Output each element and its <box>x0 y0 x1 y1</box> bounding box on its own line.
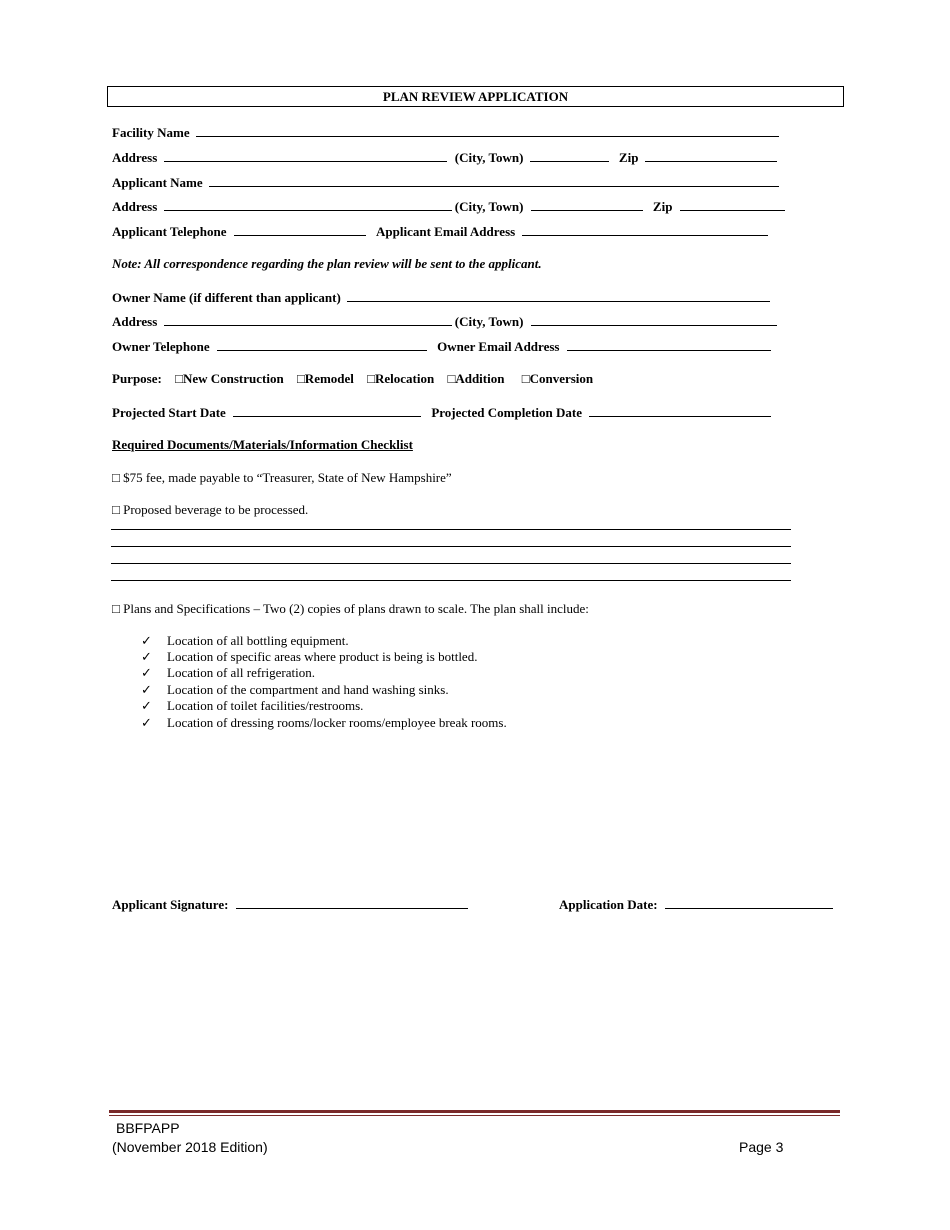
owner-name-label: Owner Name (if different than applicant) <box>112 290 341 305</box>
owner-contact-row <box>112 338 771 355</box>
projected-start-field[interactable] <box>233 404 421 417</box>
footer-rule <box>109 1110 840 1113</box>
application-date-row <box>559 896 833 913</box>
applicant-address-field[interactable] <box>164 198 452 211</box>
address-label: Address <box>112 150 158 165</box>
applicant-telephone-field[interactable] <box>234 223 366 236</box>
city-town-label: (City, Town) <box>454 314 524 329</box>
plan-item-text: Location of all bottling equipment. <box>167 633 349 648</box>
beverage-line-1[interactable] <box>111 529 791 530</box>
purpose-option-conversion[interactable]: □Conversion <box>521 371 594 386</box>
checklist-beverage[interactable]: □ Proposed beverage to be processed. <box>112 502 309 517</box>
address-label: Address <box>112 199 158 214</box>
facility-address-row <box>112 149 777 166</box>
facility-city-field[interactable] <box>530 149 609 162</box>
applicant-address-row <box>112 198 785 215</box>
applicant-telephone-label: Applicant Telephone <box>112 224 227 239</box>
owner-email-label: Owner Email Address <box>437 339 560 354</box>
plan-item-text: Location of dressing rooms/locker rooms/employee break rooms. <box>167 715 507 730</box>
city-town-label: (City, Town) <box>454 199 524 214</box>
owner-name-field[interactable] <box>347 289 770 302</box>
application-date-field[interactable] <box>665 896 833 909</box>
owner-email-field[interactable] <box>567 338 771 351</box>
owner-name-row <box>112 289 770 306</box>
owner-telephone-label: Owner Telephone <box>112 339 210 354</box>
owner-address-row <box>112 313 777 330</box>
facility-address-field[interactable] <box>164 149 447 162</box>
footer-page-number: Page 3 <box>739 1139 784 1155</box>
projected-start-label: Projected Start Date <box>112 405 226 420</box>
applicant-email-label: Applicant Email Address <box>376 224 516 239</box>
purpose-label: Purpose: <box>112 371 162 386</box>
plan-item <box>141 682 449 698</box>
owner-telephone-field[interactable] <box>217 338 427 351</box>
facility-zip-field[interactable] <box>645 149 777 162</box>
applicant-name-row <box>112 174 779 191</box>
title-box <box>107 86 844 107</box>
plan-item <box>141 715 507 731</box>
footer-form-code: BBFPAPP <box>116 1120 180 1136</box>
applicant-signature-label: Applicant Signature: <box>112 897 229 912</box>
applicant-signature-field[interactable] <box>236 896 468 909</box>
applicant-signature-row <box>112 896 468 913</box>
applicant-name-label: Applicant Name <box>112 175 203 190</box>
checklist-plans[interactable]: □ Plans and Specifications – Two (2) copies of plans drawn to scale. The plan shall include: <box>112 601 589 616</box>
checkmark-icon: ✓ <box>141 698 152 713</box>
purpose-row <box>112 371 593 387</box>
plan-item <box>141 649 477 665</box>
facility-name-row <box>112 124 779 141</box>
checkmark-icon: ✓ <box>141 682 152 697</box>
purpose-option-remodel[interactable]: □Remodel <box>296 371 354 386</box>
projected-completion-field[interactable] <box>589 404 771 417</box>
owner-city-field[interactable] <box>531 313 777 326</box>
plan-item <box>141 633 349 649</box>
projected-completion-label: Projected Completion Date <box>431 405 582 420</box>
address-label: Address <box>112 314 158 329</box>
applicant-contact-row <box>112 223 768 240</box>
plan-item-text: Location of the compartment and hand washing sinks. <box>167 682 449 697</box>
beverage-line-3[interactable] <box>111 563 791 564</box>
application-date-label: Application Date: <box>559 897 658 912</box>
city-town-label: (City, Town) <box>454 150 524 165</box>
purpose-option-relocation[interactable]: □Relocation <box>367 371 435 386</box>
correspondence-note: Note: All correspondence regarding the plan review will be sent to the applicant. <box>112 256 542 271</box>
checkmark-icon: ✓ <box>141 665 152 680</box>
checkmark-icon: ✓ <box>141 649 152 664</box>
checklist-fee[interactable]: □ $75 fee, made payable to “Treasurer, State of New Hampshire” <box>112 470 452 485</box>
purpose-option-new-construction[interactable]: □New Construction <box>175 371 284 386</box>
checkmark-icon: ✓ <box>141 715 152 730</box>
applicant-zip-field[interactable] <box>680 198 785 211</box>
applicant-email-field[interactable] <box>522 223 768 236</box>
facility-name-label: Facility Name <box>112 125 190 140</box>
purpose-option-addition[interactable]: □Addition <box>447 371 505 386</box>
checklist-heading: Required Documents/Materials/Information Checklist <box>112 437 413 452</box>
zip-label: Zip <box>618 150 639 165</box>
plan-item <box>141 665 315 681</box>
checkmark-icon: ✓ <box>141 633 152 648</box>
plan-item <box>141 698 363 714</box>
applicant-city-field[interactable] <box>531 198 643 211</box>
zip-label: Zip <box>652 199 673 214</box>
projected-dates-row <box>112 404 771 421</box>
footer-edition: (November 2018 Edition) <box>112 1139 268 1155</box>
beverage-line-4[interactable] <box>111 580 791 581</box>
facility-name-field[interactable] <box>196 124 779 137</box>
footer-rule-thin <box>109 1115 840 1116</box>
beverage-line-2[interactable] <box>111 546 791 547</box>
plan-item-text: Location of specific areas where product is being is bottled. <box>167 649 478 664</box>
owner-address-field[interactable] <box>164 313 452 326</box>
page-title: PLAN REVIEW APPLICATION <box>382 89 569 104</box>
plan-item-text: Location of toilet facilities/restrooms. <box>167 698 364 713</box>
plan-item-text: Location of all refrigeration. <box>167 665 315 680</box>
applicant-name-field[interactable] <box>209 174 779 187</box>
